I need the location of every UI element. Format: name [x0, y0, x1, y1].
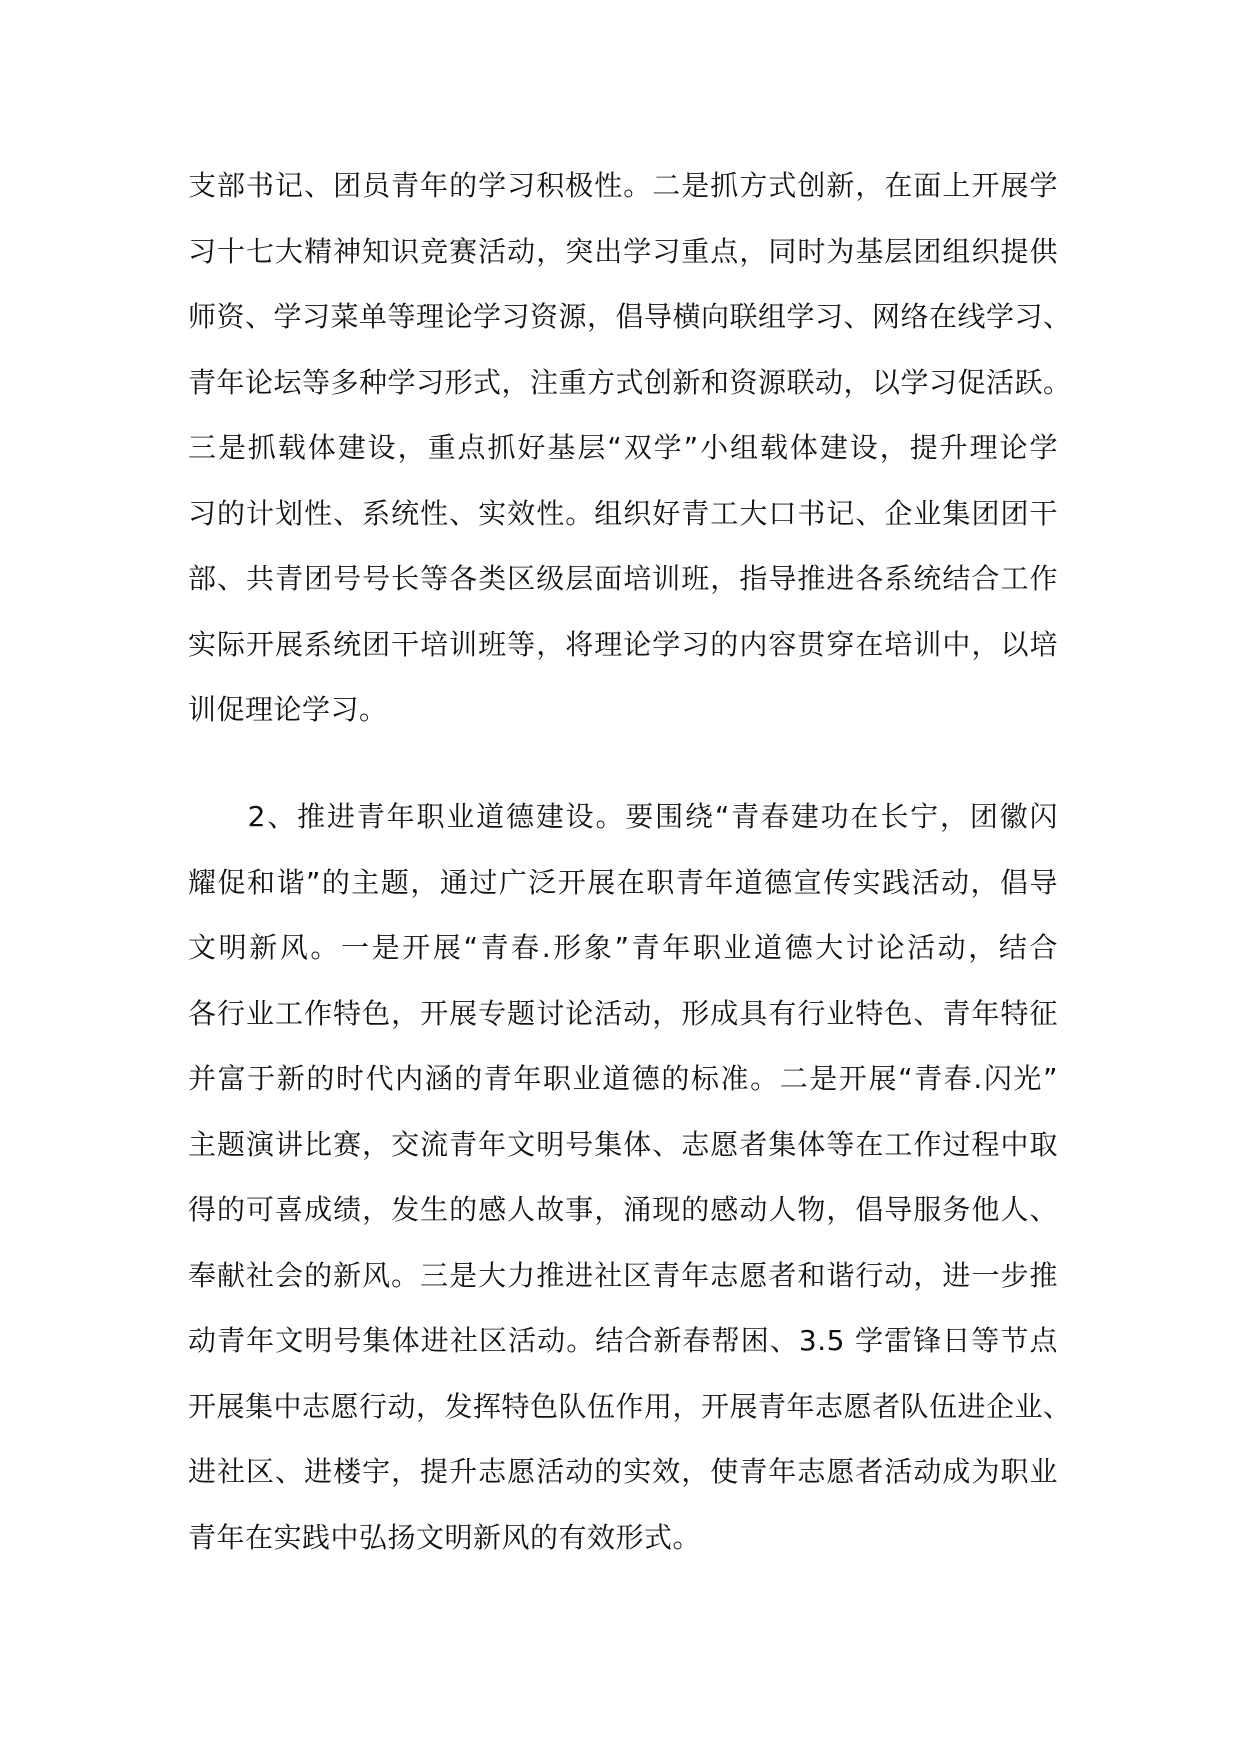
- paragraph-line: 并富于新的时代内涵的青年职业道德的标准。二是开展“青春.闪光”: [188, 1062, 1058, 1095]
- paragraph-line: 得的可喜成绩，发生的感人故事，涌现的感动人物，倡导服务他人、: [188, 1193, 1058, 1226]
- paragraph-line: 青年在实践中弘扬文明新风的有效形式。: [188, 1520, 702, 1554]
- paragraph-line: 训促理论学习。: [188, 693, 388, 726]
- paragraph-line: 文明新风。一是开展“青春.形象”青年职业道德大讨论活动，结合: [188, 931, 1058, 964]
- paragraph-line: 部、共青团号号长等各类区级层面培训班，指导推进各系统结合工作: [188, 562, 1058, 595]
- paragraph-line: 三是抓载体建设，重点抓好基层“双学”小组载体建设，提升理论学: [188, 431, 1058, 464]
- paragraph-line: 2、推进青年职业道德建设。要围绕“青春建功在长宁，团徽闪: [188, 800, 1058, 833]
- paragraph-line: 耀促和谐”的主题，通过广泛开展在职青年道德宣传实践活动，倡导: [188, 865, 1058, 899]
- paragraph-line: 开展集中志愿行动，发挥特色队伍作用，开展青年志愿者队伍进企业、: [188, 1389, 1072, 1423]
- paragraph-line: 习十七大精神知识竞赛活动，突出学习重点，同时为基层团组织提供: [188, 234, 1058, 268]
- paragraph-2: [188, 784, 1072, 1570]
- paragraph-line: 师资、学习菜单等理论学习资源，倡导横向联组学习、网络在线学习、: [188, 300, 1072, 333]
- paragraph-line: 进社区、进楼宇，提升志愿活动的实效，使青年志愿者活动成为职业: [188, 1455, 1058, 1488]
- paragraph-line: 各行业工作特色，开展专题讨论活动，形成具有行业特色、青年特征: [188, 996, 1058, 1030]
- paragraph-line: 奉献社会的新风。三是大力推进社区青年志愿者和谐行动，进一步推: [188, 1258, 1058, 1292]
- paragraph-line: 支部书记、团员青年的学习积极性。二是抓方式创新，在面上开展学: [188, 169, 1058, 202]
- paragraph-1: [188, 153, 1072, 743]
- paragraph-line: 实际开展系统团干培训班等，将理论学习的内容贯穿在培训中，以培: [188, 627, 1058, 661]
- paragraph-line: 青年论坛等多种学习形式，注重方式创新和资源联动，以学习促活跃。: [188, 365, 1072, 399]
- paragraph-line: 习的计划性、系统性、实效性。组织好青工大口书记、企业集团团干: [188, 496, 1058, 530]
- paragraph-line: 动青年文明号集体进社区活动。结合新春帮困、3.5 学雷锋日等节点: [188, 1324, 1058, 1357]
- paragraph-line: 主题演讲比赛，交流青年文明号集体、志愿者集体等在工作过程中取: [188, 1127, 1058, 1161]
